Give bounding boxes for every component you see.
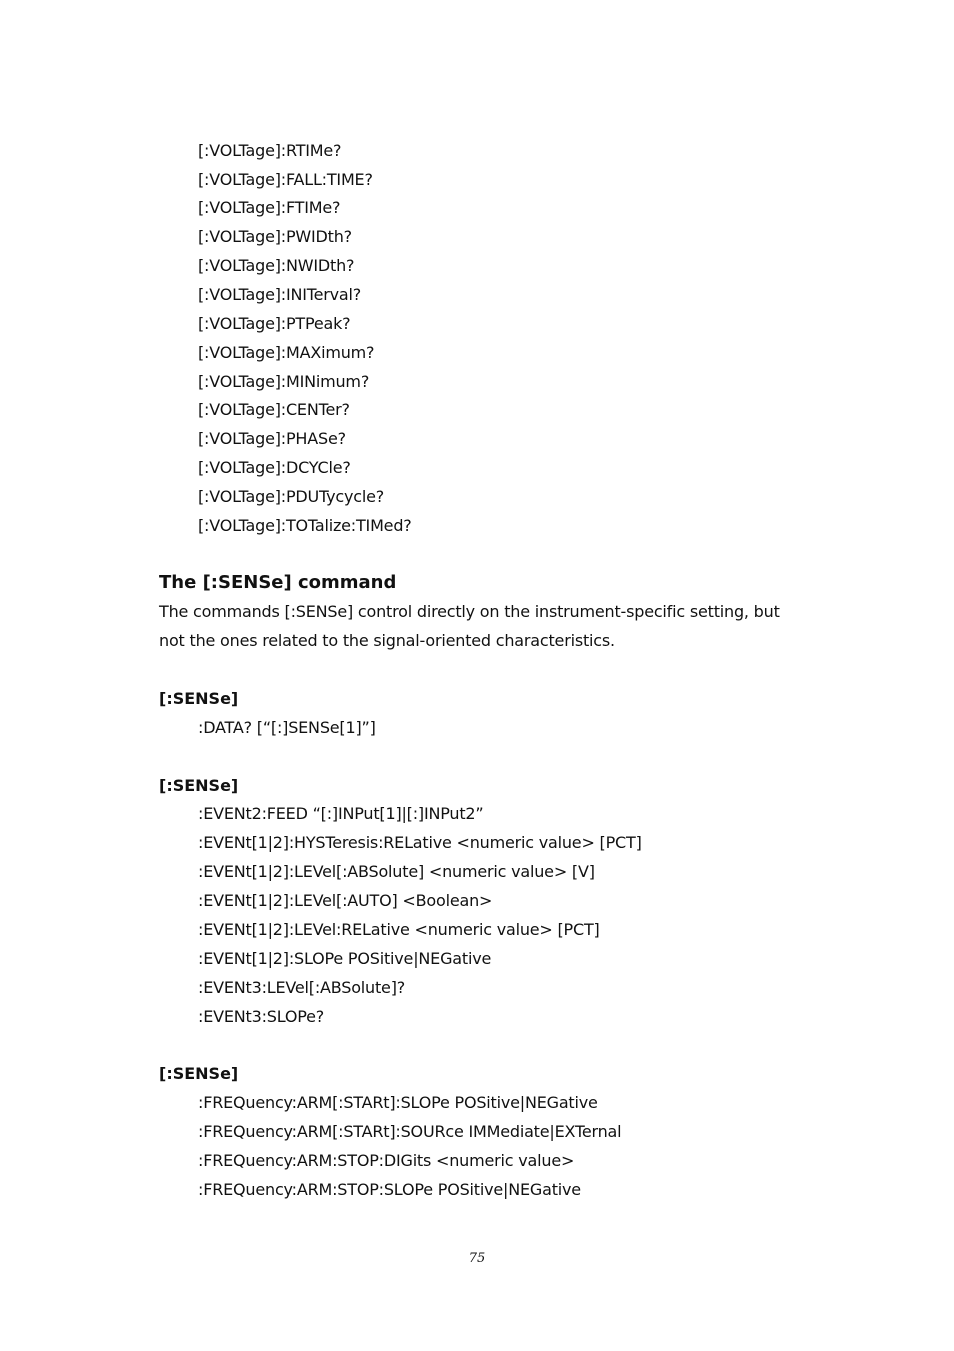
voltage-query-line: [:VOLTage]:DCYCle? [198, 458, 351, 477]
voltage-query-line: [:VOLTage]:RTIMe? [198, 141, 342, 160]
voltage-query-line: [:VOLTage]:MINimum? [198, 372, 370, 391]
command-line: :EVENt3:LEVel[:ABSolute]? [198, 978, 406, 997]
group-label: [:SENSe] [159, 1064, 239, 1083]
voltage-query-line: [:VOLTage]:PHASe? [198, 429, 346, 448]
command-line: :EVENt[1|2]:LEVel[:ABSolute] <numeric value> [V] [198, 862, 595, 881]
section-description-line: The commands [:SENSe] control directly on the instrument-specific setting, but [159, 602, 780, 621]
group-label: [:SENSe] [159, 689, 239, 708]
command-line: :FREQuency:ARM[:STARt]:SOURce IMMediate|EXTernal [198, 1122, 622, 1141]
voltage-query-line: [:VOLTage]:PWIDth? [198, 227, 352, 246]
voltage-query-line: [:VOLTage]:FALL:TIME? [198, 170, 373, 189]
page-number: 75 [468, 1251, 486, 1266]
voltage-query-line: [:VOLTage]:MAXimum? [198, 343, 375, 362]
command-line: :EVENt[1|2]:SLOPe POSitive|NEGative [198, 949, 492, 968]
section-heading: The [:SENSe] command [159, 572, 397, 593]
voltage-query-line: [:VOLTage]:INITerval? [198, 285, 362, 304]
voltage-query-line: [:VOLTage]:NWIDth? [198, 256, 355, 275]
command-line: :FREQuency:ARM:STOP:SLOPe POSitive|NEGative [198, 1180, 581, 1199]
command-line: :EVENt3:SLOPe? [198, 1007, 325, 1026]
command-line: :EVENt[1|2]:LEVel:RELative <numeric value> [PCT] [198, 920, 600, 939]
voltage-query-line: [:VOLTage]:PTPeak? [198, 314, 351, 333]
command-line: :EVENt2:FEED “[:]INPut[1]|[:]INPut2” [198, 804, 484, 823]
voltage-query-line: [:VOLTage]:TOTalize:TIMed? [198, 516, 412, 535]
command-line: :EVENt[1|2]:HYSTeresis:RELative <numeric value> [PCT] [198, 833, 642, 852]
command-line: :FREQuency:ARM[:STARt]:SLOPe POSitive|NEGative [198, 1093, 598, 1112]
section-description-line: not the ones related to the signal-oriented characteristics. [159, 631, 615, 650]
voltage-query-line: [:VOLTage]:CENTer? [198, 400, 350, 419]
voltage-query-line: [:VOLTage]:PDUTycycle? [198, 487, 385, 506]
command-line: :FREQuency:ARM:STOP:DIGits <numeric value> [198, 1151, 575, 1170]
group-label: [:SENSe] [159, 776, 239, 795]
voltage-query-line: [:VOLTage]:FTIMe? [198, 198, 341, 217]
command-line: :DATA? [“[:]SENSe[1]”] [198, 718, 376, 737]
command-line: :EVENt[1|2]:LEVel[:AUTO] <Boolean> [198, 891, 493, 910]
